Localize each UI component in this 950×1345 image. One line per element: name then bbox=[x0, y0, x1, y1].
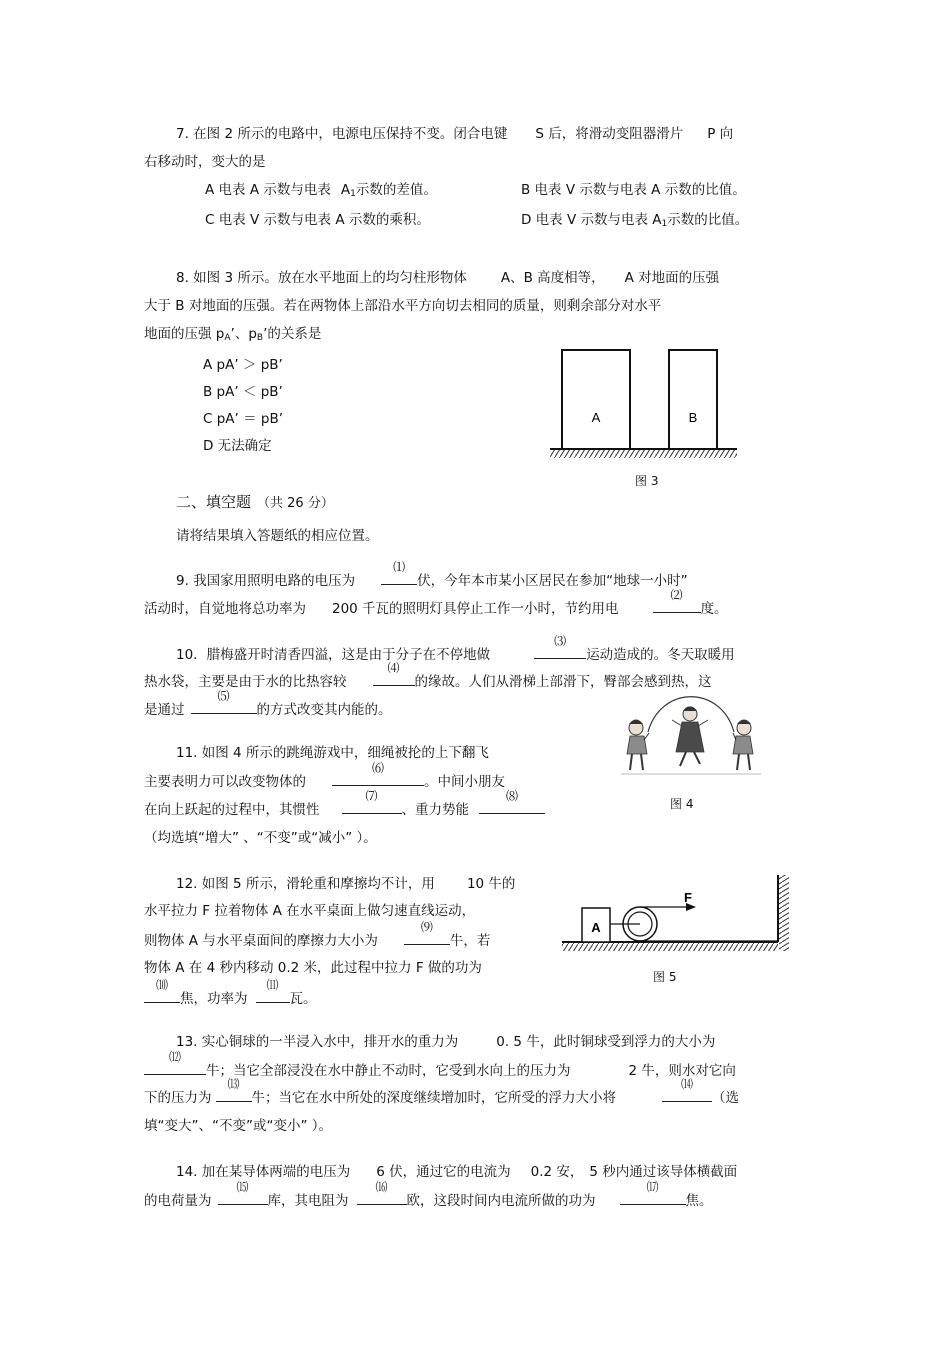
block-a bbox=[562, 350, 630, 449]
q7-text-a: 7. 在图 2 所示的电路中，电源电压保持不变。闭合电键 bbox=[176, 126, 508, 142]
q7-text-c: P 向 bbox=[707, 126, 734, 142]
q9-line2: 活动时，自觉地将总功率为 200 千瓦的照明灯具停止工作一小时，节约用电 ⑵ 度。 bbox=[144, 588, 728, 617]
q12-line2: 水平拉力 F 拉着物体 A 在水平桌面上做匀速直线运动， bbox=[144, 903, 476, 919]
blank-14[interactable]: ⒁ bbox=[662, 1087, 712, 1102]
blank-4[interactable]: ⑷ bbox=[373, 671, 415, 686]
blank-16[interactable]: ⒃ bbox=[357, 1190, 407, 1205]
q11-line3: 在向上跃起的过程中，其惯性 ⑺ 、重力势能 ⑻ bbox=[144, 799, 545, 820]
blank-1[interactable]: ⑴ bbox=[381, 570, 417, 585]
q13-line4: 填“变大”、“不变”或“变小” ）。 bbox=[144, 1118, 333, 1134]
q9-line1: 9. 我国家用照明电路的电压为 ⑴ 伏，今年本市某小区居民在参加“地球一小时” bbox=[176, 560, 688, 589]
figure-5-caption: 图 5 bbox=[653, 970, 677, 984]
q8-line1: 8. 如图 3 所示。放在水平地面上的均匀柱形物体 A、B 高度相等， A 对地面的压强 bbox=[176, 270, 720, 286]
q8-option-b: B pA’ ＜ pB’ bbox=[203, 384, 283, 400]
q11-line2: 主要表明力可以改变物体的 ⑹ 。中间小朋友 bbox=[144, 761, 505, 790]
ground-hatch bbox=[550, 450, 737, 458]
blank-3[interactable]: ⑶ bbox=[534, 644, 586, 659]
q7-line1 bbox=[176, 124, 733, 144]
wall-hatch bbox=[779, 875, 789, 951]
q8-option-d: D 无法确定 bbox=[203, 438, 272, 454]
section-2-instruction: 请将结果填入答题纸的相应位置。 bbox=[176, 528, 379, 544]
blank-13[interactable]: ⒀ bbox=[216, 1087, 252, 1102]
blank-6[interactable]: ⑹ bbox=[332, 771, 424, 786]
q10-line3: 是通过 ⑸ 的方式改变其内能的。 bbox=[144, 689, 392, 718]
section-2-title: 二、填空题 （共 26 分） bbox=[176, 493, 334, 511]
q13-line1: 13. 实心铜球的一半浸入水中，排开水的重力为 0. 5 牛，此时铜球受到浮力的大小为 bbox=[176, 1034, 716, 1050]
q7-text-b: S 后，将滑动变阻器滑片 bbox=[535, 126, 684, 142]
blank-15[interactable]: ⒂ bbox=[218, 1190, 268, 1205]
child-middle bbox=[672, 707, 708, 767]
child-left bbox=[627, 720, 649, 771]
q10-line2: 热水袋，主要是由于水的比热容较 ⑷ 的缘故。人们从滑梯上部滑下，臀部会感到热，这 bbox=[144, 661, 712, 690]
blank-11[interactable]: ⑾ bbox=[256, 988, 290, 1003]
q12-line4: 物体 A 在 4 秒内移动 0.2 米，此过程中拉力 F 做的功为 bbox=[144, 960, 482, 976]
block-a-label: A bbox=[591, 920, 601, 935]
block-b-label: B bbox=[688, 410, 698, 425]
figure-5 bbox=[558, 872, 794, 962]
table-hatch bbox=[562, 943, 778, 951]
q13-line2: ⑿ 牛；当它全部浸没在水中静止不动时，它受到水向上的压力为 2 牛，则水对它向 bbox=[144, 1060, 736, 1081]
q7-option-c: C 电表 V 示数与电表 A 示数的乘积。 bbox=[205, 212, 430, 228]
q7-option-d: D 电表 V 示数与电表 $A_1$示数的比值。 bbox=[521, 212, 749, 229]
q7-option-a: A 电表 A 示数与电表 $A_1$示数的差值。 bbox=[205, 182, 437, 199]
figure-3 bbox=[545, 345, 745, 460]
q14-line1: 14. 加在某导体两端的电压为 6 伏，通过它的电流为 0.2 安， 5 秒内通过该导体横截面 bbox=[176, 1164, 738, 1180]
q14-line2: 的电荷量为 ⒂ 库，其电阻为 ⒃ 欧，这段时间内电流所做的功为 ⒄ 焦。 bbox=[144, 1180, 713, 1209]
q8-option-a: A pA’ ＞ pB’ bbox=[203, 357, 283, 373]
figure-4-caption: 图 4 bbox=[670, 797, 694, 811]
q8-line2: 大于 B 对地面的压强。若在两物体上部沿水平方向切去相同的质量，则剩余部分对水平 bbox=[144, 298, 662, 314]
child-right bbox=[733, 720, 753, 771]
q12-line1: 12. 如图 5 所示，滑轮重和摩擦均不计，用 10 牛的 bbox=[176, 876, 516, 892]
figure-3-caption: 图 3 bbox=[635, 474, 659, 488]
blank-5[interactable]: ⑸ bbox=[191, 699, 257, 714]
blank-17[interactable]: ⒄ bbox=[620, 1190, 686, 1205]
figure-4-jump-rope bbox=[616, 690, 766, 785]
q12-line3: 则物体 A 与水平桌面间的摩擦力大小为 ⑼ 牛，若 bbox=[144, 920, 491, 949]
blank-10[interactable]: ⑽ bbox=[144, 988, 180, 1003]
q8-option-c: C pA’ ＝ pB’ bbox=[203, 411, 284, 427]
blank-9[interactable]: ⑼ bbox=[404, 930, 450, 945]
q11-line1: 11. 如图 4 所示的跳绳游戏中，细绳被抡的上下翻飞 bbox=[176, 745, 489, 761]
block-b bbox=[669, 350, 717, 449]
force-label: F bbox=[684, 890, 692, 905]
q8-line3: 地面的压强 $p_A$’、$p_B$’的关系是 bbox=[144, 326, 322, 343]
block-a-label: A bbox=[591, 410, 601, 425]
q10-line1: 10．腊梅盛开时清香四溢，这是由于分子在不停地做 ⑶ 运动造成的。冬天取暖用 bbox=[176, 634, 735, 663]
blank-7[interactable]: ⑺ bbox=[342, 799, 402, 814]
blank-8[interactable]: ⑻ bbox=[479, 799, 545, 814]
blank-2[interactable]: ⑵ bbox=[653, 598, 701, 613]
q7-line2: 右移动时，变大的是 bbox=[144, 154, 266, 170]
q13-line3: 下的压力为 ⒀ 牛；当它在水中所处的深度继续增加时，它所受的浮力大小将 ⒁ （选 bbox=[144, 1077, 739, 1106]
blank-12[interactable]: ⑿ bbox=[144, 1060, 206, 1075]
q11-line4: （均选填“增大” 、“不变”或“减小” ）。 bbox=[144, 830, 377, 846]
q12-line5: ⑽ 焦，功率为 ⑾ 瓦。 bbox=[144, 988, 317, 1009]
q7-option-b: B 电表 V 示数与电表 A 示数的比值。 bbox=[521, 182, 746, 198]
